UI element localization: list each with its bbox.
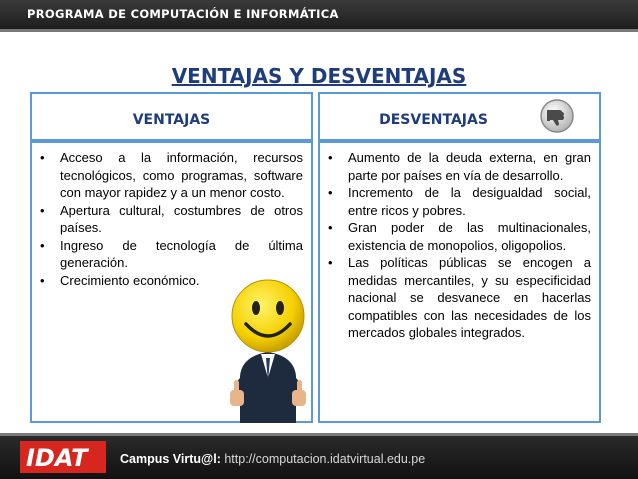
idat-logo-text: IDAT xyxy=(26,444,88,472)
campus-label: Campus Virtu@l: xyxy=(120,452,221,466)
idat-logo xyxy=(20,441,106,473)
desventajas-panel xyxy=(318,141,601,423)
list-item: • Acceso a la información, recursos tecnológicos, como programas, software con mayor rapidez y a un menor costo. xyxy=(40,149,303,202)
ventajas-header xyxy=(30,92,313,141)
list-item: • Ingreso de tecnología de última generación. xyxy=(40,237,303,272)
smiley-thumbs-up-icon xyxy=(228,278,308,423)
header-divider xyxy=(0,29,638,32)
ventajas-list xyxy=(32,143,311,289)
list-item: • Gran poder de las multinacionales, existencia de monopolios, oligopolios. xyxy=(328,219,591,254)
desventajas-list xyxy=(320,143,599,342)
list-item: • Apertura cultural, costumbres de otros países. xyxy=(40,202,303,237)
thumbs-down-icon xyxy=(539,98,575,134)
list-item: • Aumento de la deuda externa, en gran parte por países en vía de desarrollo. xyxy=(328,149,591,184)
ventajas-heading: VENTAJAS xyxy=(132,112,211,128)
campus-url[interactable]: http://computacion.idatvirtual.edu.pe xyxy=(224,452,426,466)
program-title: PROGRAMA DE COMPUTACIÓN E INFORMÁTICA xyxy=(27,7,339,21)
list-item: • Crecimiento económico. xyxy=(40,272,303,290)
slide-title: VENTAJAS Y DESVENTAJAS xyxy=(171,64,467,88)
desventajas-heading: DESVENTAJAS xyxy=(379,112,488,128)
top-header-bar xyxy=(0,0,638,29)
list-item: • Incremento de la desigualdad social, entre ricos y pobres. xyxy=(328,184,591,219)
campus-virtual-link[interactable] xyxy=(120,452,425,466)
list-item: • Las políticas públicas se encogen a medidas mercantiles, y su especificidad nacional se desvanece en hacerlas compatibles con las necesidades de los mercados globales integrados. xyxy=(328,254,591,342)
